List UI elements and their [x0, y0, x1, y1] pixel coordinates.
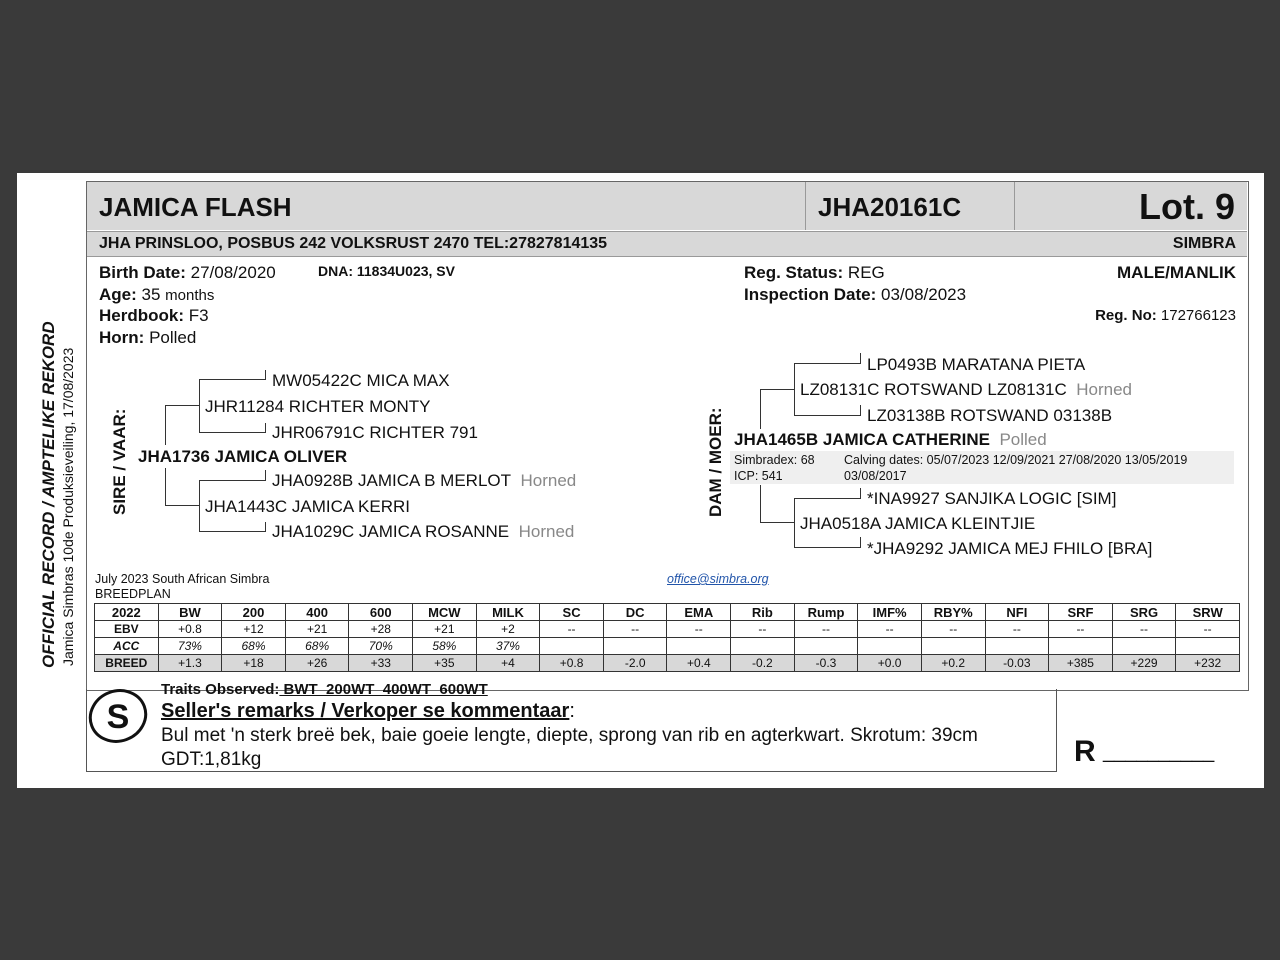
icp: ICP: 541	[734, 469, 783, 483]
table-cell: --	[667, 621, 731, 638]
table-cell: +4	[476, 655, 540, 672]
table-cell: +0.0	[858, 655, 922, 672]
remarks-title: Seller's remarks / Verkoper se kommentaar:	[161, 700, 575, 722]
table-header: NFI	[985, 604, 1049, 621]
tree-line	[165, 468, 166, 505]
table-cell: +1.3	[158, 655, 222, 672]
table-header: DC	[603, 604, 667, 621]
dam-name: JHA1465B JAMICA CATHERINE Polled	[734, 430, 1047, 449]
table-header: IMF%	[858, 604, 922, 621]
remarks-text-cont: GDT:1,81kg	[161, 749, 262, 770]
simbra-logo	[87, 685, 149, 747]
r-label: R	[1074, 735, 1096, 768]
tree-line	[794, 363, 861, 364]
dam-dam-dam: *JHA9292 JAMICA MEJ FHILO [BRA]	[867, 539, 1153, 558]
ebv-breedplan: BREEDPLAN	[95, 587, 171, 601]
table-cell: 70%	[349, 638, 413, 655]
table-cell: EBV	[95, 621, 159, 638]
table-header: Rib	[731, 604, 795, 621]
table-cell: +35	[413, 655, 477, 672]
table-cell: +33	[349, 655, 413, 672]
table-cell	[1049, 638, 1113, 655]
table-row	[95, 638, 1240, 655]
lot-card	[17, 173, 1264, 788]
table-header: EMA	[667, 604, 731, 621]
r-signature-line[interactable]: __________	[1103, 741, 1215, 763]
lot-number: Lot. 9	[1139, 186, 1235, 227]
table-header: 2022	[95, 604, 159, 621]
table-header: SRG	[1112, 604, 1176, 621]
table-cell: --	[794, 621, 858, 638]
official-record-label: OFFICIAL RECORD / AMPTELIKE REKORD	[39, 321, 58, 668]
table-cell: +21	[413, 621, 477, 638]
sex: MALE/MANLIK	[1117, 263, 1236, 282]
table-header: MILK	[476, 604, 540, 621]
table-header: 400	[285, 604, 349, 621]
table-row	[95, 604, 1240, 621]
table-header: MCW	[413, 604, 477, 621]
table-cell: BREED	[95, 655, 159, 672]
table-header: 200	[222, 604, 286, 621]
table-cell: +12	[222, 621, 286, 638]
tree-line	[760, 389, 794, 390]
table-cell: +0.8	[540, 655, 604, 672]
svg-text:S: S	[106, 698, 130, 736]
table-cell: -0.2	[731, 655, 795, 672]
sire-label: SIRE / VAAR:	[110, 408, 129, 515]
email-link[interactable]: office@simbra.org	[667, 572, 769, 586]
table-cell: 58%	[413, 638, 477, 655]
dna-info: DNA: 11834U023, SV	[318, 263, 455, 279]
tree-line	[794, 415, 861, 416]
inspection-date: Inspection Date: 03/08/2023	[744, 285, 967, 304]
table-cell: +0.8	[158, 621, 222, 638]
table-cell: 37%	[476, 638, 540, 655]
table-cell: -0.03	[985, 655, 1049, 672]
tree-line	[165, 405, 166, 445]
table-cell	[858, 638, 922, 655]
dam-label: DAM / MOER:	[706, 407, 725, 517]
tree-line	[199, 379, 200, 432]
sire-dam-sire: JHA0928B JAMICA B MERLOT Horned	[272, 471, 577, 490]
table-cell: --	[858, 621, 922, 638]
tree-line	[760, 522, 794, 523]
animal-name: JAMICA FLASH	[99, 192, 292, 222]
herdbook: Herdbook: F3	[99, 306, 209, 325]
sire-sire-sire: MW05422C MICA MAX	[272, 371, 450, 390]
table-cell	[1112, 638, 1176, 655]
tree-line	[199, 379, 266, 380]
tree-line	[165, 405, 199, 406]
table-header: SRF	[1049, 604, 1113, 621]
calving-dates-cont: 03/08/2017	[844, 469, 907, 483]
tree-line	[199, 480, 200, 532]
tree-line	[860, 353, 861, 364]
reg-status: Reg. Status: REG	[744, 263, 885, 282]
table-header: 600	[349, 604, 413, 621]
calving-dates: Calving dates: 05/07/2023 12/09/2021 27/08/2020 13/05/2019	[844, 453, 1188, 467]
tree-line	[265, 470, 266, 480]
table-cell: --	[1049, 621, 1113, 638]
ebv-table	[94, 603, 1240, 672]
sire-name: JHA1736 JAMICA OLIVER	[138, 447, 348, 466]
sire-sire-dam: JHR06791C RICHTER 791	[272, 423, 478, 442]
tree-line	[860, 537, 861, 548]
table-cell	[540, 638, 604, 655]
table-cell: -0.3	[794, 655, 858, 672]
table-cell: +21	[285, 621, 349, 638]
dam-sire-sire: LP0493B MARATANA PIETA	[867, 355, 1086, 374]
table-cell: --	[731, 621, 795, 638]
remarks-text: Bul met 'n sterk breë bek, baie goeie lengte, diepte, sprong van rib en agterkwart. Skrotum: 39cm	[161, 725, 978, 746]
tree-line	[199, 480, 266, 481]
table-cell: -2.0	[603, 655, 667, 672]
table-cell: +2	[476, 621, 540, 638]
table-cell: +18	[222, 655, 286, 672]
table-header: Rump	[794, 604, 858, 621]
sire-sire: JHR11284 RICHTER MONTY	[205, 397, 431, 416]
breed-name: SIMBRA	[1172, 235, 1236, 252]
table-cell	[731, 638, 795, 655]
dam-dam: JHA0518A JAMICA KLEINTJIE	[800, 514, 1036, 533]
tree-line	[760, 389, 761, 429]
table-cell	[667, 638, 731, 655]
tree-line	[265, 522, 266, 532]
traits-observed: Traits Observed: BWT 200WT 400WT 600WT	[161, 681, 488, 698]
breeder-info: JHA PRINSLOO, POSBUS 242 VOLKSRUST 2470 TEL:27827814135	[99, 235, 608, 252]
tree-line	[199, 432, 266, 433]
dam-sire-dam: LZ03138B ROTSWAND 03138B	[867, 406, 1113, 425]
tree-line	[265, 423, 266, 433]
table-header: SC	[540, 604, 604, 621]
table-cell: --	[1112, 621, 1176, 638]
table-cell: +26	[285, 655, 349, 672]
tree-line	[265, 370, 266, 380]
table-cell: +0.2	[921, 655, 985, 672]
table-row	[95, 621, 1240, 638]
table-cell: +0.4	[667, 655, 731, 672]
table-cell	[794, 638, 858, 655]
table-cell: --	[921, 621, 985, 638]
table-cell: 68%	[222, 638, 286, 655]
tree-line	[794, 498, 795, 548]
table-cell: --	[603, 621, 667, 638]
birth-date: Birth Date: 27/08/2020	[99, 263, 276, 282]
tree-line	[794, 498, 861, 499]
tag-number: JHA20161C	[818, 192, 962, 222]
auction-label: Jamica Simbras 10de Produksieveiling, 17/08/2023	[60, 347, 76, 666]
table-row	[95, 655, 1240, 672]
table-header: RBY%	[921, 604, 985, 621]
dam-sire: LZ08131C ROTSWAND LZ08131C Horned	[800, 380, 1132, 399]
table-cell: +385	[1049, 655, 1113, 672]
tree-line	[860, 488, 861, 499]
horn-status: Horn: Polled	[99, 328, 197, 347]
remarks-frame-right	[1056, 689, 1057, 772]
table-cell: ACC	[95, 638, 159, 655]
table-cell	[985, 638, 1049, 655]
table-header: BW	[158, 604, 222, 621]
age: Age: 35 months	[99, 285, 215, 304]
table-header: SRW	[1176, 604, 1240, 621]
tree-line	[860, 405, 861, 416]
table-cell: --	[540, 621, 604, 638]
remarks-frame-bottom	[86, 771, 1057, 772]
table-cell	[1176, 638, 1240, 655]
ebv-source: July 2023 South African Simbra	[95, 572, 270, 586]
tree-line	[794, 363, 795, 415]
tree-line	[199, 531, 266, 532]
tree-line	[760, 485, 761, 522]
tree-line	[165, 505, 199, 506]
table-cell	[921, 638, 985, 655]
dam-dam-sire: *INA9927 SANJIKA LOGIC [SIM]	[867, 489, 1117, 508]
simbradex: Simbradex: 68	[734, 453, 815, 467]
table-cell: --	[985, 621, 1049, 638]
table-cell: --	[1176, 621, 1240, 638]
table-cell	[603, 638, 667, 655]
tree-line	[794, 547, 861, 548]
table-cell: +28	[349, 621, 413, 638]
sire-dam: JHA1443C JAMICA KERRI	[205, 497, 411, 516]
simbra-logo-icon	[87, 685, 149, 747]
table-cell: +229	[1112, 655, 1176, 672]
table-cell: 68%	[285, 638, 349, 655]
reg-number: Reg. No: 172766123	[1095, 307, 1236, 324]
table-cell: +232	[1176, 655, 1240, 672]
table-cell: 73%	[158, 638, 222, 655]
sire-dam-dam: JHA1029C JAMICA ROSANNE Horned	[272, 522, 575, 541]
